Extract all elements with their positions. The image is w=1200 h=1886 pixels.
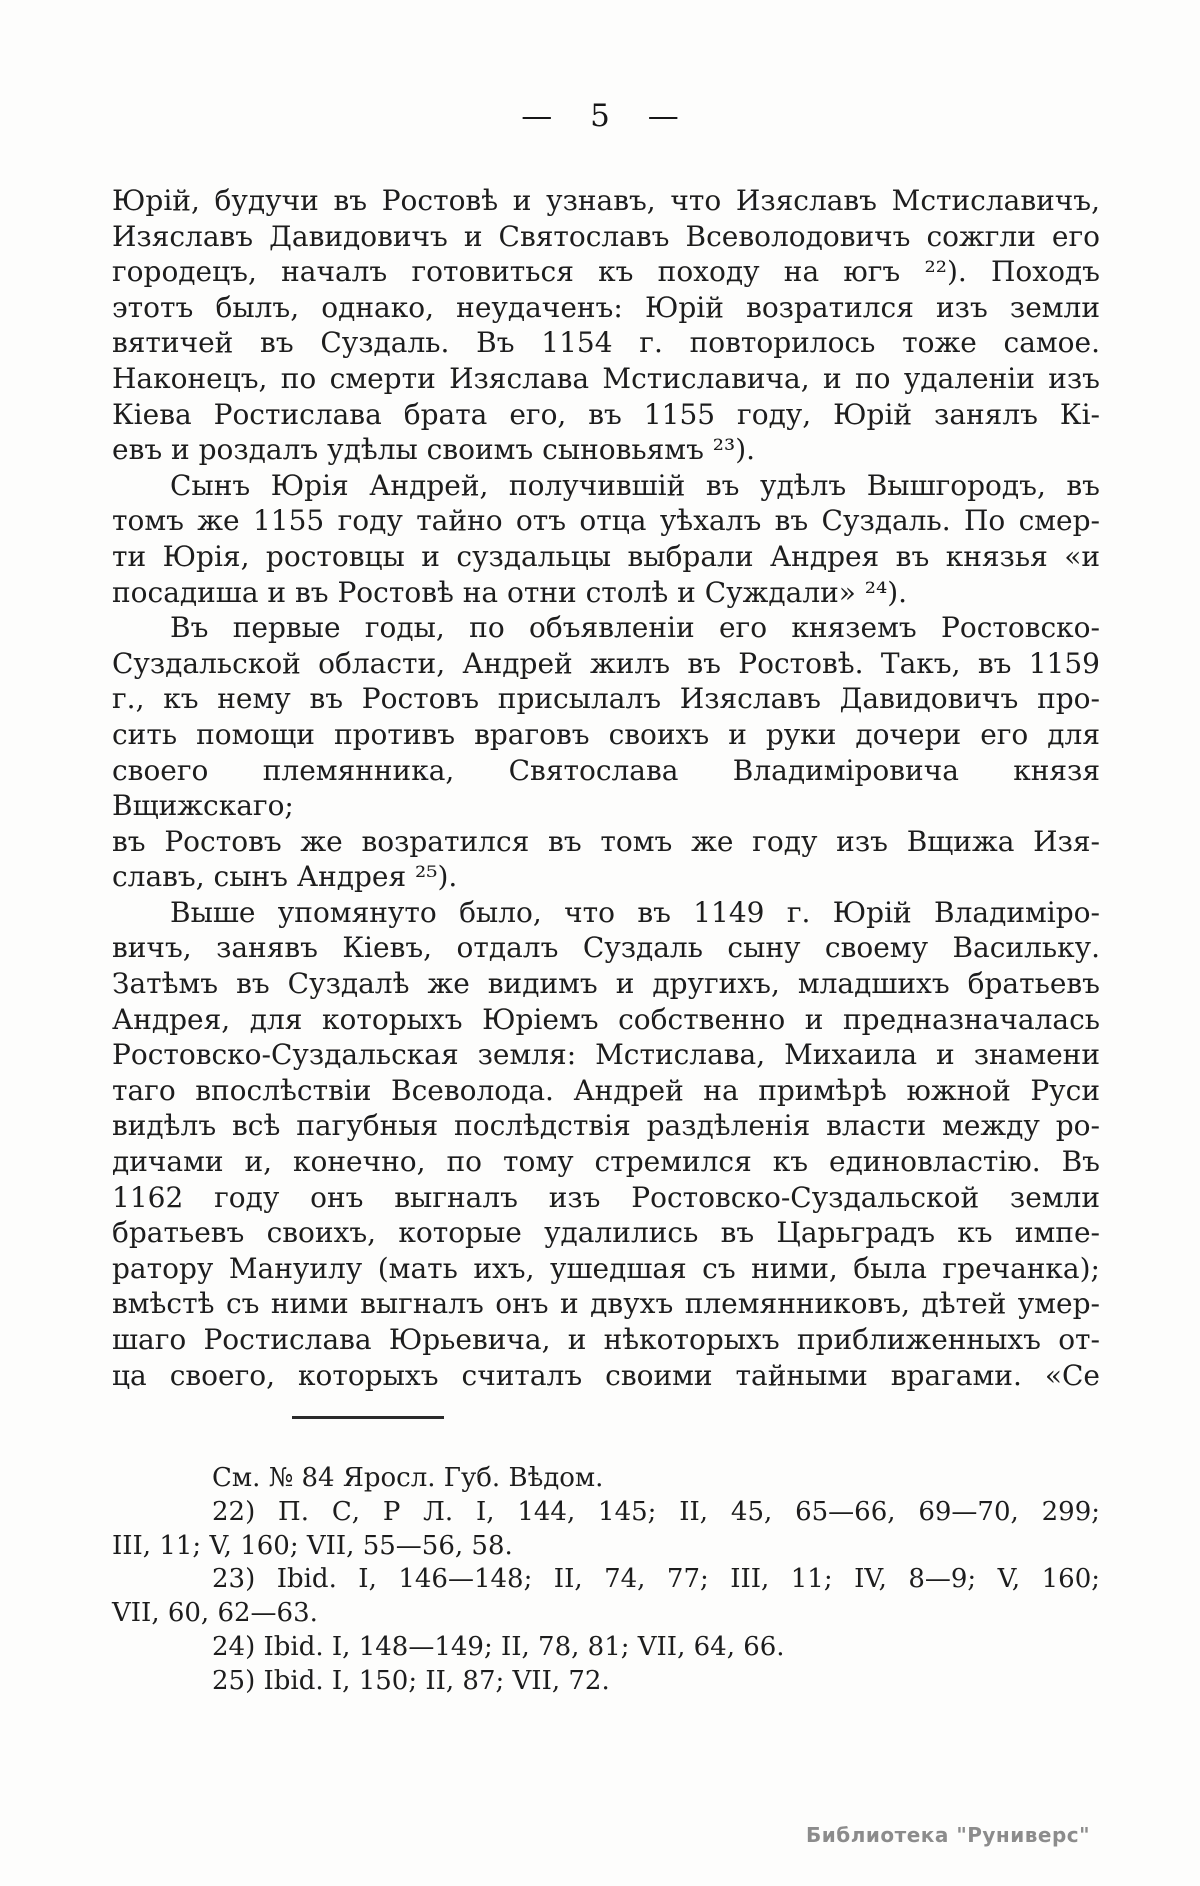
footnote-line: См. № 84 Яросл. Губ. Вѣдом. [212,1463,604,1493]
text-line: евъ и роздалъ удѣлы своимъ сыновьямъ ²³). [112,433,756,467]
text-line: славъ, сынъ Андрея ²⁵). [112,860,458,894]
text-line: посадиша и въ Ростовѣ на отни столѣ и Суждали» ²⁴). [112,575,908,609]
text-line: дичами и, конечно, по тому стремился къ единовластію. Въ [112,1145,1100,1179]
watermark-runivers: Библиотека "Руниверс" [806,1823,1091,1847]
text-line: Сынъ Юрія Андрей, получившій въ удѣлъ Вышгородъ, въ [170,468,1100,502]
text-line: Суздальской области, Андрей жилъ въ Ростовѣ. Такъ, въ 1159 [112,646,1100,680]
paragraph [112,895,1100,1393]
text-line: 1162 году онъ выгналъ изъ Ростовско-Суздальской земли [112,1180,1100,1214]
text-line: томъ же 1155 году тайно отъ отца уѣхалъ въ Суздаль. По смер- [112,504,1100,538]
text-line: таго впослѣствіи Всеволода. Андрей на примѣрѣ южной Руси [112,1073,1100,1107]
text-line: Изяславъ Давидовичъ и Святославъ Всеволодовичъ сожгли его [112,219,1100,253]
text-line: Андрея, для которыхъ Юріемъ собственно и предназначалась [112,1002,1100,1036]
text-line: ти Юрія, ростовцы и суздальцы выбрали Андрея въ князья «и [112,539,1100,573]
text-line: Юрій, будучи въ Ростовѣ и узнавъ, что Изяславъ Мстиславичъ, [112,184,1100,217]
text-line: вичъ, занявъ Кіевъ, отдалъ Суздаль сыну своему Васильку. [112,931,1100,965]
text-line: г., къ нему въ Ростовъ присылалъ Изяславъ Давидовичъ про- [112,682,1100,716]
text-line: Наконецъ, по смерти Изяслава Мстиславича, и по удаленіи изъ [112,361,1100,395]
text-line: въ Ростовъ же возратился въ томъ же году изъ Вщижа Изя- [112,824,1100,858]
text-line: Выше упомянуто было, что въ 1149 г. Юрій Владиміро- [170,895,1100,929]
text-line: Затѣмъ въ Суздалѣ же видимъ и другихъ, младшихъ братьевъ [112,967,1100,1001]
text-line: сить помощи противъ враговъ своихъ и руки дочери его для [112,717,1100,751]
text-line: братьевъ своихъ, которые удалились въ Царьградъ къ импе- [112,1216,1100,1250]
text-line: вятичей въ Суздаль. Въ 1154 г. повторилось тоже самое. [112,326,1100,360]
page-number: — 5 — [521,98,679,134]
footnotes [112,1462,1100,1699]
footnote-divider [292,1416,444,1419]
text-line: Кіева Ростислава брата его, въ 1155 году, Юрій занялъ Кі- [112,397,1100,431]
text-line: Ростовско-Суздальская земля: Мстислава, Михаила и знамени [112,1038,1100,1072]
text-line: ратору Мануилу (мать ихъ, ушедшая съ ними, была гречанка); [112,1251,1100,1285]
text-line: вмѣстѣ съ ними выгналъ онъ и двухъ племянниковъ, дѣтей умер- [112,1287,1100,1321]
text-line: шаго Ростислава Юрьевича, и нѣкоторыхъ приближенныхъ от- [112,1323,1100,1356]
text-line: Въ первые годы, по объявленіи его княземъ Ростовско- [170,611,1100,645]
paragraph [112,183,1100,468]
footnote-line: VII, 60, 62—63. [112,1598,318,1629]
footnote-line: III, 11; V, 160; VII, 55—56, 58. [112,1530,513,1561]
paragraph [112,468,1100,610]
footnote-line: 25) Ibid. I, 150; II, 87; VII, 72. [212,1665,610,1696]
text-line: городецъ, началъ готовиться къ походу на югъ ²²). Походъ [112,255,1100,289]
body-text [112,183,1100,1393]
paragraph [112,610,1100,895]
footnote-line: 24) Ibid. I, 148—149; II, 78, 81; VII, 64, 66. [212,1631,785,1662]
text-line: этотъ былъ, однако, неудаченъ: Юрій возратился изъ земли [112,290,1100,324]
text-line: видѣлъ всѣ пагубныя послѣдствія раздѣленія власти между ро- [112,1109,1100,1143]
text-line: ца своего, которыхъ считалъ своими тайными врагами. «Се [112,1358,1100,1392]
footnote-line: 22) П. С, Р Л. I, 144, 145; II, 45, 65—66, 69—70, 299; [212,1496,1100,1527]
text-line: своего племянника, Святослава Владиміровича князя Вщижскаго; [112,753,1100,823]
footnote-line: 23) Ibid. I, 146—148; II, 74, 77; III, 11; IV, 8—9; V, 160; [212,1564,1100,1595]
